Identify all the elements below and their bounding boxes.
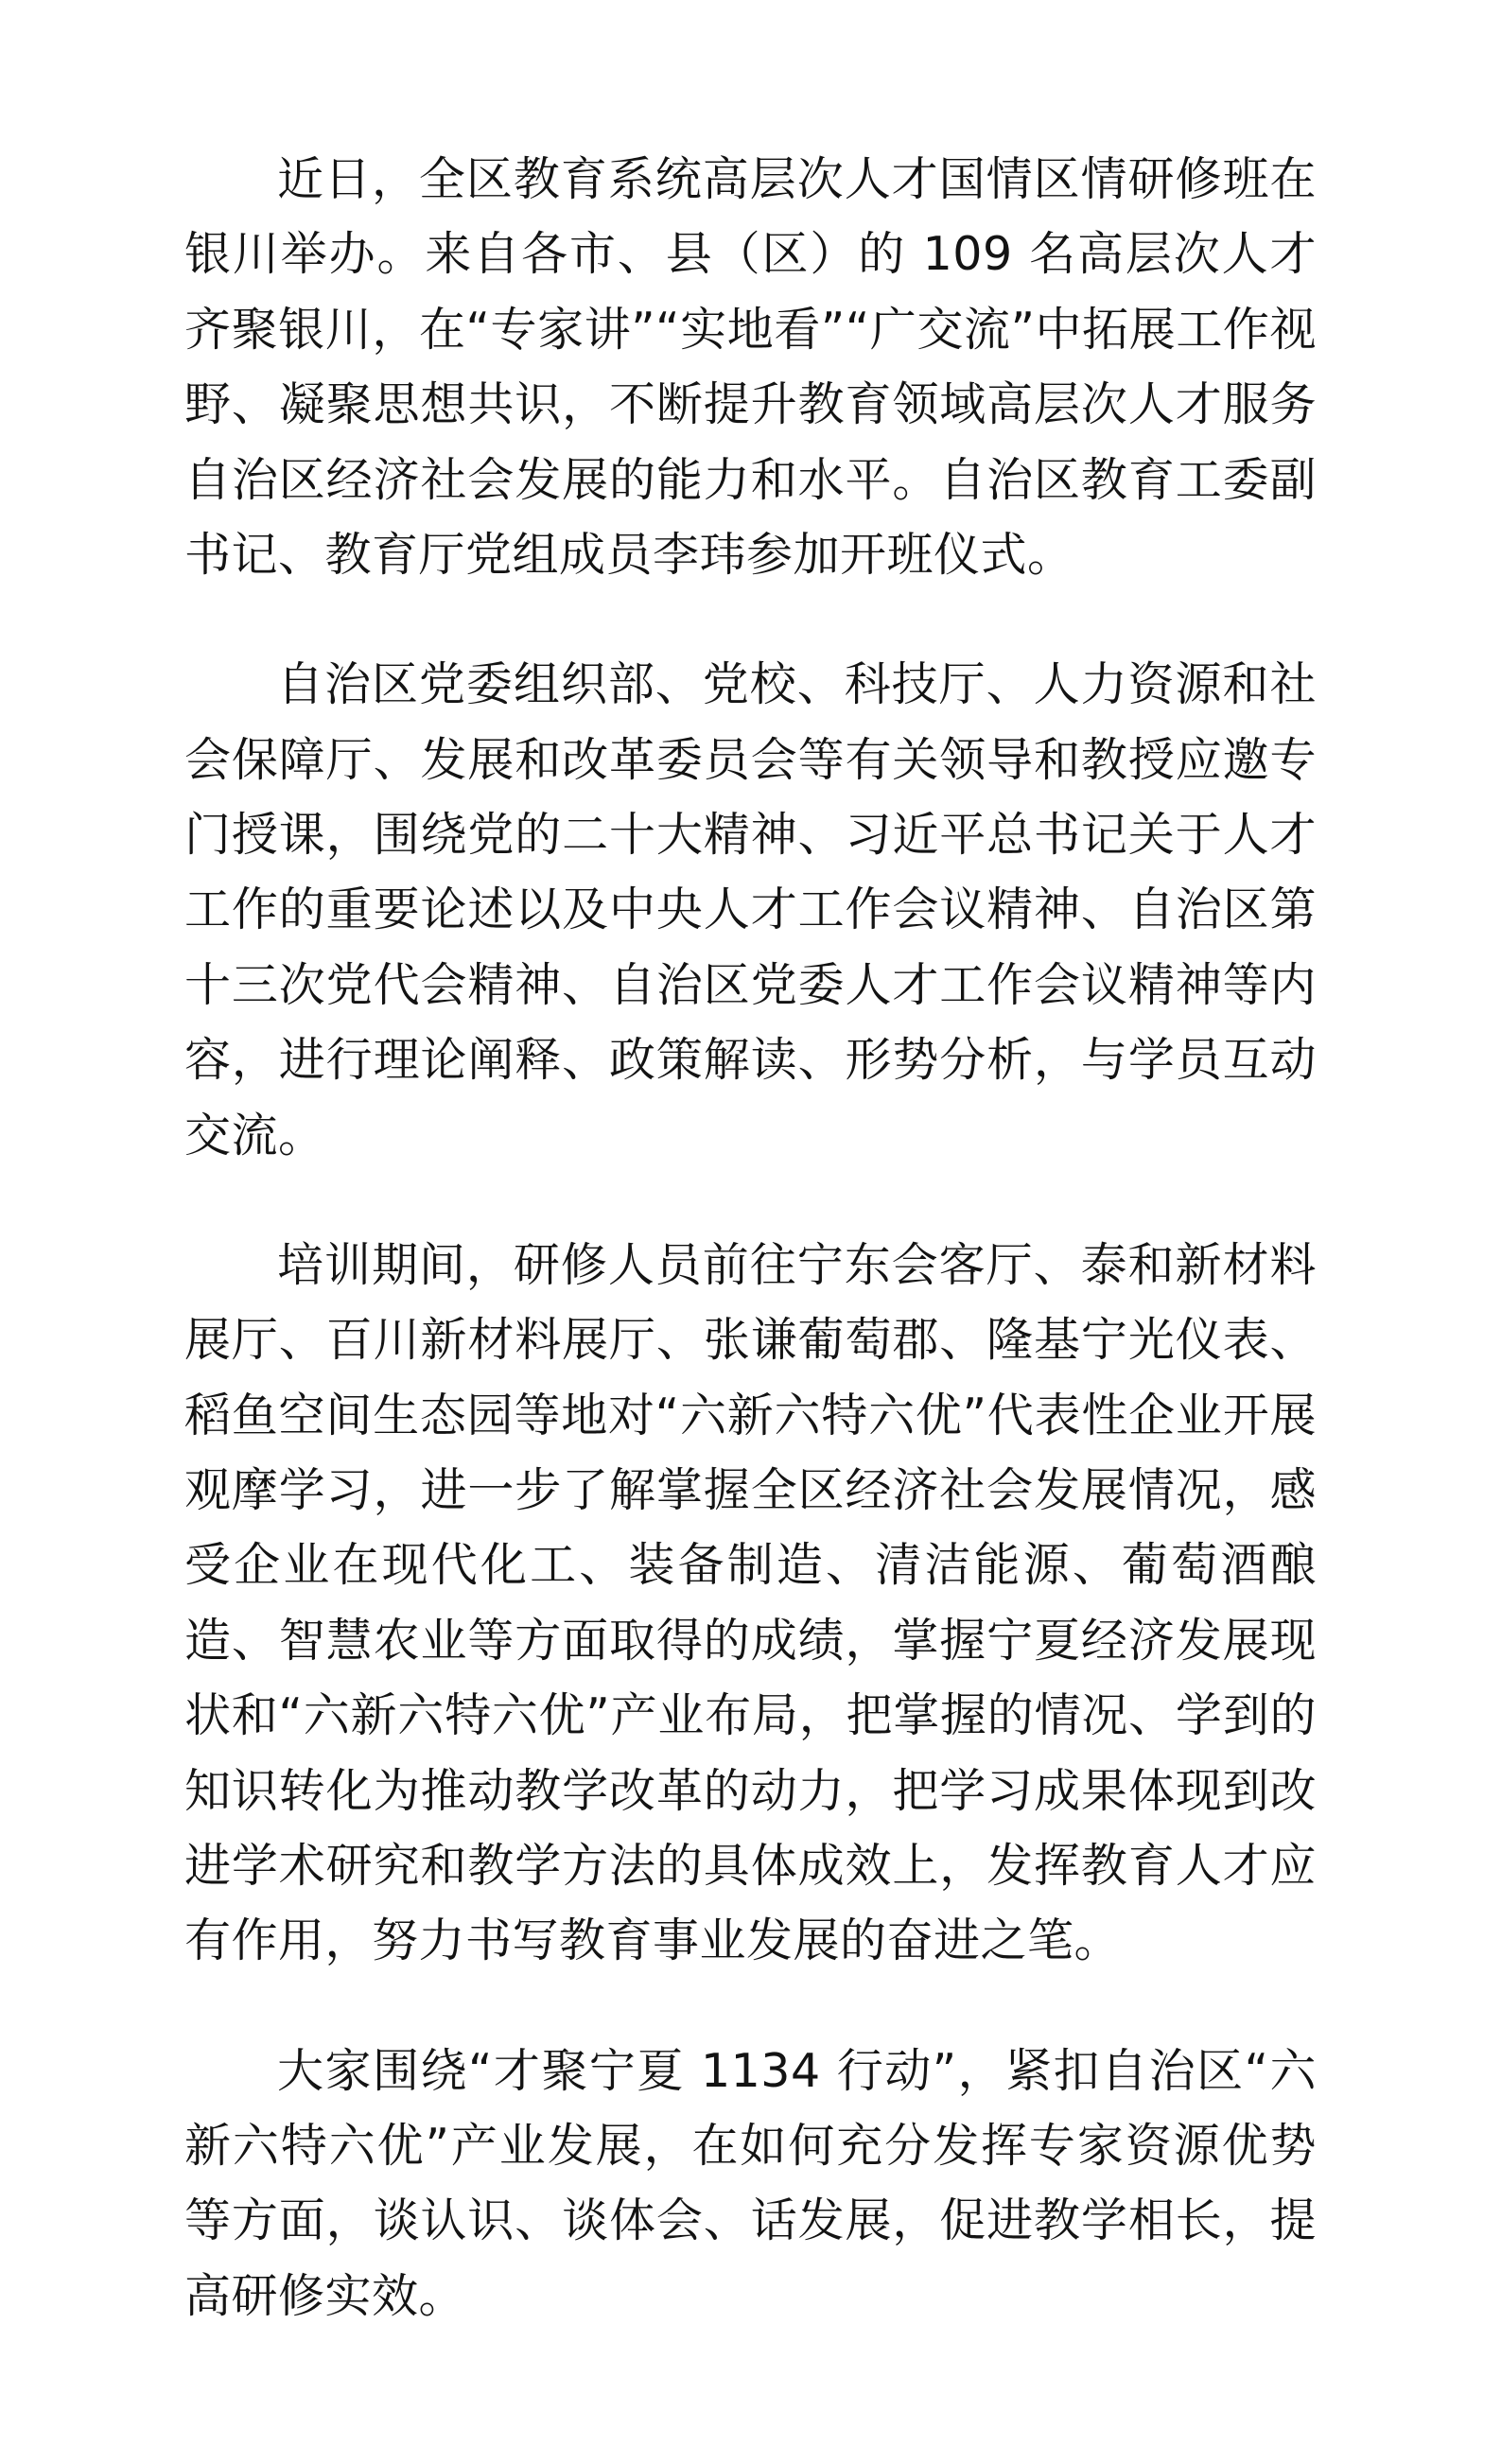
- document-body: [184, 142, 1317, 2333]
- paragraph: 培训期间，研修人员前往宁东会客厅、泰和新材料展厅、百川新材料展厅、张谦葡萄郡、隆基宁光仪表、稻鱼空间生态园等地对“六新六特六优”代表性企业开展观摩学习，进一步了解掌握全区经济社会发展情况，感受企业在现代化工、装备制造、清洁能源、葡萄酒酿造、智慧农业等方面取得的成绩，掌握宁夏经济发展现状和“六新六特六优”产业布局，把掌握的情况、学到的知识转化为推动教学改革的动力，把学习成果体现到改进学术研究和教学方法的具体成效上，发挥教育人才应有作用，努力书写教育事业发展的奋进之笔。: [184, 1237, 1317, 1968]
- paragraph: 大家围绕“才聚宁夏 1134 行动”，紧扣自治区“六新六特六优”产业发展，在如何充分发挥专家资源优势等方面，谈认识、谈体会、话发展，促进教学相长，提高研修实效。: [184, 2043, 1317, 2323]
- paragraph: 自治区党委组织部、党校、科技厅、人力资源和社会保障厅、发展和改革委员会等有关领导和教授应邀专门授课，围绕党的二十大精神、习近平总书记关于人才工作的重要论述以及中央人才工作会议精神、自治区第十三次党代会精神、自治区党委人才工作会议精神等内容，进行理论阐释、政策解读、形势分析，与学员互动交流。: [184, 657, 1317, 1162]
- paragraph: 近日，全区教育系统高层次人才国情区情研修班在银川举办。来自各市、县（区）的 109 名高层次人才齐聚银川，在“专家讲”“实地看”“广交流”中拓展工作视野、凝聚思想共识，不断提升教育领域高层次人才服务自治区经济社会发展的能力和水平。自治区教育工委副书记、教育厅党组成员李玮参加开班仪式。: [184, 152, 1317, 582]
